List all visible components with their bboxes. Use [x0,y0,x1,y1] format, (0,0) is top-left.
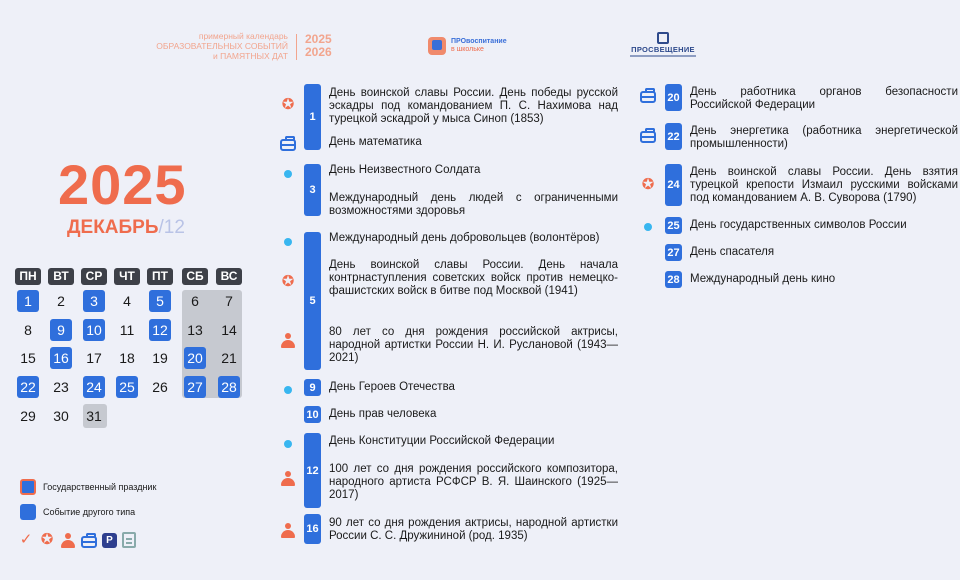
calendar-day[interactable]: 31 [86,408,102,424]
logo1-line1: ПРОвоспитание [451,38,507,45]
event-text: 100 лет со дня рождения российского композитора, народного артиста РСФСР В. Я. Шаинского (1925—2017) [329,463,618,501]
event-day-tile[interactable]: 3 [304,164,321,216]
big-year: 2025 [58,153,187,216]
event-text: 90 лет со дня рождения актрисы, народной артистки России С. С. Дружининой (род. 1935) [329,517,618,542]
calendar-day[interactable]: 5 [149,290,171,312]
dot-icon [280,436,296,452]
header-title-line: ОБРАЗОВАТЕЛЬНЫХ СОБЫТИЙ [156,41,288,51]
header-title-line: примерный календарь [198,31,288,41]
event-day-tile[interactable]: 1 [304,84,321,150]
star-icon [39,532,55,548]
event-text: 80 лет со дня рождения российской актрисы, народной артистки России Н. И. Руслановой (1943—2021) [329,326,618,364]
person-icon [60,532,76,548]
event-day-tile[interactable]: 24 [665,164,682,206]
logo2-text: ПРОСВЕЩЕНИЕ [631,45,695,54]
event-day-tile[interactable]: 22 [665,123,682,150]
calendar-day[interactable]: 29 [20,408,36,424]
month-name: ДЕКАБРЬ [67,217,159,238]
calendar-day[interactable]: 7 [225,293,233,309]
document-icon [122,532,136,548]
dot-icon [280,166,296,182]
event-text: День работника органов безопасности Российской Федерации [690,86,958,111]
weekday-7: ВС [216,268,242,285]
dot-icon [280,382,296,398]
calendar-day[interactable]: 25 [116,376,138,398]
person-icon [280,470,296,486]
logo2-underline [630,55,696,57]
calendar-day[interactable]: 24 [83,376,105,398]
prosveshchenie-logo [630,32,696,57]
month-number: /12 [158,217,185,238]
dot-icon [280,234,296,250]
calendar-day[interactable]: 14 [221,322,237,338]
weekday-6: СБ [182,268,208,285]
event-text: День прав человека [329,408,437,420]
briefcase-icon [640,91,656,103]
event-text: День математика [329,136,422,148]
calendar-day[interactable]: 1 [17,290,39,312]
calendar-day[interactable]: 27 [184,376,206,398]
calendar-day[interactable]: 9 [50,319,72,341]
tick-icon [18,532,34,548]
event-text: Международный день людей с ограниченными возможностями здоровья [329,192,618,217]
legend-icons [18,532,136,548]
r-icon: Р [102,533,117,548]
event-day-tile[interactable]: 25 [665,217,682,234]
briefcase-icon [280,139,296,151]
event-day-tile[interactable]: 10 [304,406,321,423]
month-heading [67,217,185,239]
calendar-day[interactable]: 3 [83,290,105,312]
calendar-day[interactable]: 12 [149,319,171,341]
logo1-line2: в школьке [451,46,484,53]
calendar-day[interactable]: 20 [184,347,206,369]
calendar-day[interactable]: 23 [53,379,69,395]
weekday-4: ЧТ [114,268,140,285]
header-divider [296,34,297,60]
legend-other-event [20,504,135,520]
star-icon [280,274,296,290]
event-day-tile[interactable]: 16 [304,514,321,544]
event-text: День воинской славы России. День начала контрнаступления советских войск против немецко-фашистских войск в битве под Москвой (1941) [329,259,618,297]
calendar-day[interactable]: 30 [53,408,69,424]
event-text: Международный день добровольцев (волонтёров) [329,232,600,244]
calendar-day[interactable]: 13 [187,322,203,338]
header-year-end: 2026 [305,45,332,59]
header-year-start: 2025 [305,32,332,46]
calendar-day[interactable]: 16 [50,347,72,369]
event-text: День Героев Отечества [329,381,455,393]
calendar-day[interactable]: 17 [86,350,102,366]
briefcase-icon [640,131,656,143]
star-icon [640,177,656,193]
event-day-tile[interactable]: 12 [304,433,321,508]
header-years [305,33,332,59]
state-holiday-swatch [20,479,36,495]
other-event-swatch [20,504,36,520]
event-day-tile[interactable]: 5 [304,232,321,370]
event-day-tile[interactable]: 20 [665,84,682,111]
dot-icon [640,219,656,235]
calendar-day[interactable]: 2 [57,293,65,309]
calendar-day[interactable]: 28 [218,376,240,398]
calendar-day[interactable]: 8 [24,322,32,338]
event-text: День воинской славы России. День победы русской эскадры под командованием П. С. Нахимова над турецкой эскадрой у мыса Синоп (1853) [329,87,618,125]
provospitanie-logo [428,37,507,55]
calendar-day[interactable]: 22 [17,376,39,398]
legend-state-holiday [20,479,156,495]
person-icon [280,522,296,538]
weekday-3: СР [81,268,107,285]
briefcase-icon [81,536,97,548]
weekday-5: ПТ [147,268,173,285]
event-text: День спасателя [690,246,775,258]
legend-label: Событие другого типа [43,507,136,517]
calendar-day[interactable]: 15 [20,350,36,366]
weekday-1: ПН [15,268,41,285]
calendar-day[interactable]: 6 [191,293,199,309]
event-text: Международный день кино [690,273,836,285]
event-day-tile[interactable]: 27 [665,244,682,261]
calendar-day[interactable]: 4 [123,293,131,309]
event-day-tile[interactable]: 9 [304,379,321,396]
weekday-2: ВТ [48,268,74,285]
person-icon [280,332,296,348]
calendar-day[interactable]: 19 [152,350,168,366]
event-day-tile[interactable]: 28 [665,271,682,288]
event-text: День Конституции Российской Федерации [329,435,555,447]
calendar-day[interactable]: 10 [83,319,105,341]
star-icon [280,97,296,113]
calendar-day[interactable]: 18 [119,350,135,366]
event-text: День Неизвестного Солдата [329,164,481,176]
event-text: День воинской славы России. День взятия турецкой крепости Измаил русскими войсками под командованием А. В. Суворова (1790) [690,166,958,204]
event-text: День энергетика (работника энергетической промышленности) [690,125,958,150]
header-title-line: и ПАМЯТНЫХ ДАТ [213,51,288,61]
header-title [140,31,288,61]
calendar-day[interactable]: 26 [152,379,168,395]
prosveshchenie-logo-icon [657,32,669,44]
event-text: День государственных символов России [690,219,907,231]
calendar-day[interactable]: 11 [119,322,135,338]
legend-label: Государственный праздник [43,482,157,492]
provospitanie-logo-icon [428,37,446,55]
calendar-day[interactable]: 21 [221,350,237,366]
